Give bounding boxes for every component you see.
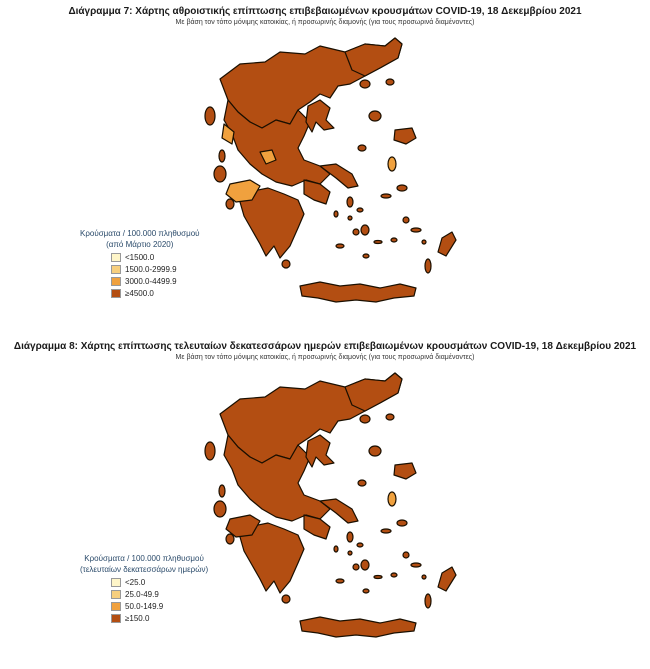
diagram-7-title: Διάγραμμα 7: Χάρτης αθροιστικής επίπτωσης επιβεβαιωμένων κρουσμάτων COVID-19, 18 Δεκεμβρίου 2021 <box>68 6 582 17</box>
island-tinos <box>357 543 363 547</box>
island-karpathos <box>425 259 431 273</box>
island-limnos <box>369 111 381 121</box>
island-samothrace <box>386 414 394 420</box>
island-lefkada <box>219 150 225 162</box>
island-crete <box>300 282 416 302</box>
island-naxos <box>361 225 369 235</box>
legend-swatch <box>111 289 121 298</box>
island-amorgos <box>374 241 382 244</box>
island-lesvos <box>394 128 416 144</box>
island-kalymnos <box>403 552 409 558</box>
island-tilos <box>422 575 426 579</box>
legend-label: 3000.0-4499.9 <box>125 276 177 286</box>
island-chios <box>388 157 396 171</box>
greece-map-cumulative <box>180 24 480 309</box>
island-santorini <box>363 254 369 258</box>
island-ikaria <box>381 194 391 198</box>
legend-label: ≥4500.0 <box>125 288 154 298</box>
island-syros <box>348 551 352 555</box>
legend-title: Κρούσματα / 100.000 πληθυσμού <box>80 229 200 238</box>
region-chalkidiki <box>306 100 334 132</box>
legend-item <box>111 601 208 611</box>
legend-swatch <box>111 578 121 587</box>
island-skyros <box>358 480 366 486</box>
island-corfu <box>205 107 215 125</box>
island-tilos <box>422 240 426 244</box>
island-thasos <box>360 415 370 423</box>
legend-item <box>111 252 200 262</box>
island-samothrace <box>386 79 394 85</box>
legend-swatch <box>111 265 121 274</box>
island-samos <box>397 185 407 191</box>
legend-cumulative <box>80 228 200 298</box>
island-milos <box>336 579 344 583</box>
island-crete <box>300 617 416 637</box>
island-limnos <box>369 446 381 456</box>
island-kefalonia <box>214 501 226 517</box>
legend-item <box>111 589 208 599</box>
diagram-7-subtitle: Με βάση τον τόπο μόνιμης κατοικίας, ή προσωρινής διαμονής (για τους προσωρινά διαμένοντες) <box>175 19 475 26</box>
island-syros <box>348 216 352 220</box>
legend-label: 50.0-149.9 <box>125 601 164 611</box>
legend-swatch <box>111 590 121 599</box>
island-astypalaia <box>391 238 397 242</box>
island-amorgos <box>374 576 382 579</box>
mainland <box>220 373 402 593</box>
legend-swatch <box>111 277 121 286</box>
legend-label: 25.0-49.9 <box>125 589 159 599</box>
legend-subtitle: (από Μάρτιο 2020) <box>106 240 174 249</box>
island-samos <box>397 520 407 526</box>
island-kea <box>334 546 338 552</box>
island-kalymnos <box>403 217 409 223</box>
region-thrace <box>345 373 402 411</box>
island-rhodes <box>438 567 456 591</box>
legend-label: <25.0 <box>125 577 146 587</box>
legend-item <box>111 264 200 274</box>
legend-title: Κρούσματα / 100.000 πληθυσμού <box>84 554 204 563</box>
island-lesvos <box>394 463 416 479</box>
greece-map-14day <box>180 359 480 644</box>
diagram-8-title: Διάγραμμα 8: Χάρτης επίπτωσης τελευταίων δεκατεσσάρων ημερών επιβεβαιωμένων κρουσμάτων COVID-19, 18 Δεκεμβρίου 2021 <box>13 341 637 352</box>
legend-swatch <box>111 253 121 262</box>
island-zakynthos <box>226 199 234 209</box>
region-attica <box>304 515 330 539</box>
legend-label: ≥150.0 <box>125 613 150 623</box>
legend-14day <box>80 553 208 623</box>
island-skyros <box>358 145 366 151</box>
legend-item <box>111 613 208 623</box>
island-astypalaia <box>391 573 397 577</box>
island-zakynthos <box>226 534 234 544</box>
island-naxos <box>361 560 369 570</box>
island-rhodes <box>438 232 456 256</box>
legend-swatch <box>111 614 121 623</box>
diagram-7-panel <box>0 0 650 330</box>
legend-label: <1500.0 <box>125 252 155 262</box>
island-kos <box>411 563 421 567</box>
island-kea <box>334 211 338 217</box>
island-kythira <box>282 260 290 268</box>
island-thasos <box>360 80 370 88</box>
region-attica <box>304 180 330 204</box>
legend-item <box>111 276 200 286</box>
island-andros <box>347 532 353 542</box>
island-kythira <box>282 595 290 603</box>
island-andros <box>347 197 353 207</box>
island-tinos <box>357 208 363 212</box>
island-kefalonia <box>214 166 226 182</box>
island-corfu <box>205 442 215 460</box>
island-paros <box>353 564 359 570</box>
legend-item <box>111 577 208 587</box>
diagram-8-panel <box>0 335 650 665</box>
island-santorini <box>363 589 369 593</box>
diagram-8-subtitle: Με βάση τον τόπο μόνιμης κατοικίας, ή προσωρινής διαμονής (για τους προσωρινά διαμένοντες) <box>175 354 475 361</box>
legend-label: 1500.0-2999.9 <box>125 264 177 274</box>
island-chios <box>388 492 396 506</box>
legend-subtitle: (τελευταίων δεκατεσσάρων ημερών) <box>80 565 209 574</box>
island-kos <box>411 228 421 232</box>
island-lefkada <box>219 485 225 497</box>
island-karpathos <box>425 594 431 608</box>
mainland <box>220 38 402 258</box>
legend-swatch <box>111 602 121 611</box>
legend-item <box>111 288 200 298</box>
island-milos <box>336 244 344 248</box>
island-ikaria <box>381 529 391 533</box>
island-paros <box>353 229 359 235</box>
region-thrace <box>345 38 402 76</box>
region-chalkidiki <box>306 435 334 467</box>
